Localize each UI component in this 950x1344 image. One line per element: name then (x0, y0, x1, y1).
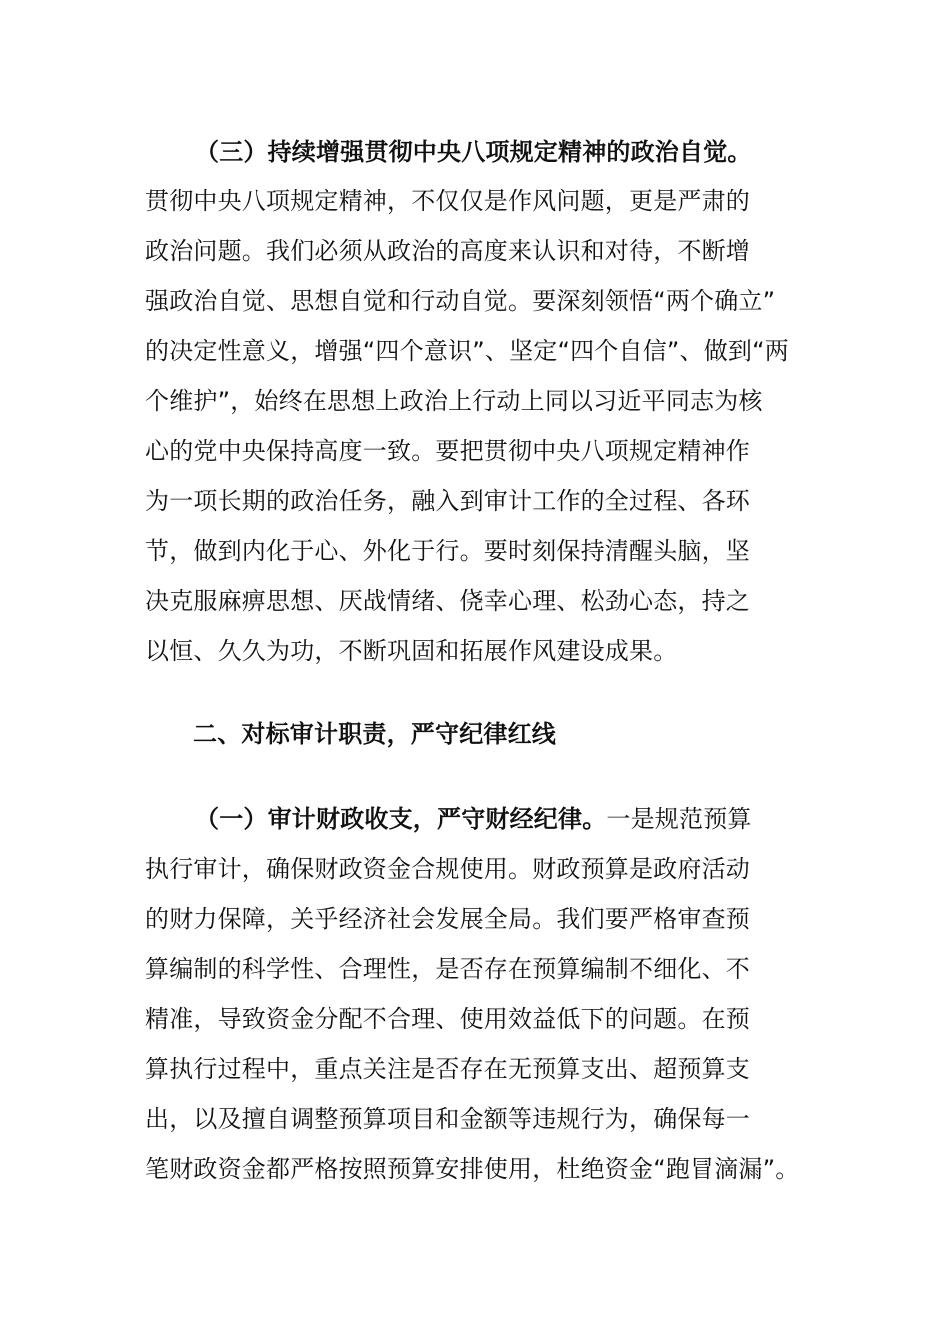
paragraph-line: 的决定性意义，增强“四个意识”、坚定“四个自信”、做到“两 (145, 337, 789, 365)
paragraph-line: 决克服麻痹思想、厌战情绪、侥幸心理、松劲心态，持之 (145, 587, 750, 615)
paragraph-line: 执行审计，确保财政资金合规使用。财政预算是政府活动 (145, 855, 750, 883)
section-heading-1-rest: 一是规范预算 (606, 805, 752, 833)
paragraph-line: 节，做到内化于心、外化于行。要时刻保持清醒头脑，坚 (145, 537, 750, 565)
part-heading-2: 二、对标审计职责，严守纪律红线 (193, 720, 556, 748)
paragraph-line: 出，以及擅自调整预算项目和金额等违规行为，确保每一 (145, 1105, 750, 1133)
paragraph-line: 以恒、久久为功，不断巩固和拓展作风建设成果。 (145, 637, 678, 665)
paragraph-line: 贯彻中央八项规定精神，不仅仅是作风问题，更是严肃的 (145, 187, 750, 215)
paragraph-line: 个维护”，始终在思想上政治上行动上同以习近平同志为核 (145, 387, 763, 415)
paragraph-line: 笔财政资金都严格按照预算安排使用，杜绝资金“跑冒滴漏”。 (145, 1155, 800, 1183)
paragraph-line: 精准，导致资金分配不合理、使用效益低下的问题。在预 (145, 1005, 750, 1033)
section-heading-1-bold: （一）审计财政收支，严守财经纪律。 (195, 805, 607, 833)
paragraph-line: 心的党中央保持高度一致。要把贯彻中央八项规定精神作 (145, 437, 750, 465)
paragraph-line: 的财力保障，关乎经济社会发展全局。我们要严格审查预 (145, 905, 750, 933)
paragraph-line: 为一项长期的政治任务，融入到审计工作的全过程、各环 (145, 487, 750, 515)
section-heading-3: （三）持续增强贯彻中央八项规定精神的政治自觉。 (195, 138, 752, 166)
paragraph-line: 算编制的科学性、合理性，是否存在预算编制不细化、不 (145, 955, 750, 983)
paragraph-line: 强政治自觉、思想自觉和行动自觉。要深刻领悟“两个确立” (145, 287, 776, 315)
paragraph-line: 政治问题。我们必须从政治的高度来认识和对待，不断增 (145, 237, 750, 265)
section-heading-1 (195, 804, 752, 834)
paragraph-line: 算执行过程中，重点关注是否存在无预算支出、超预算支 (145, 1055, 750, 1083)
